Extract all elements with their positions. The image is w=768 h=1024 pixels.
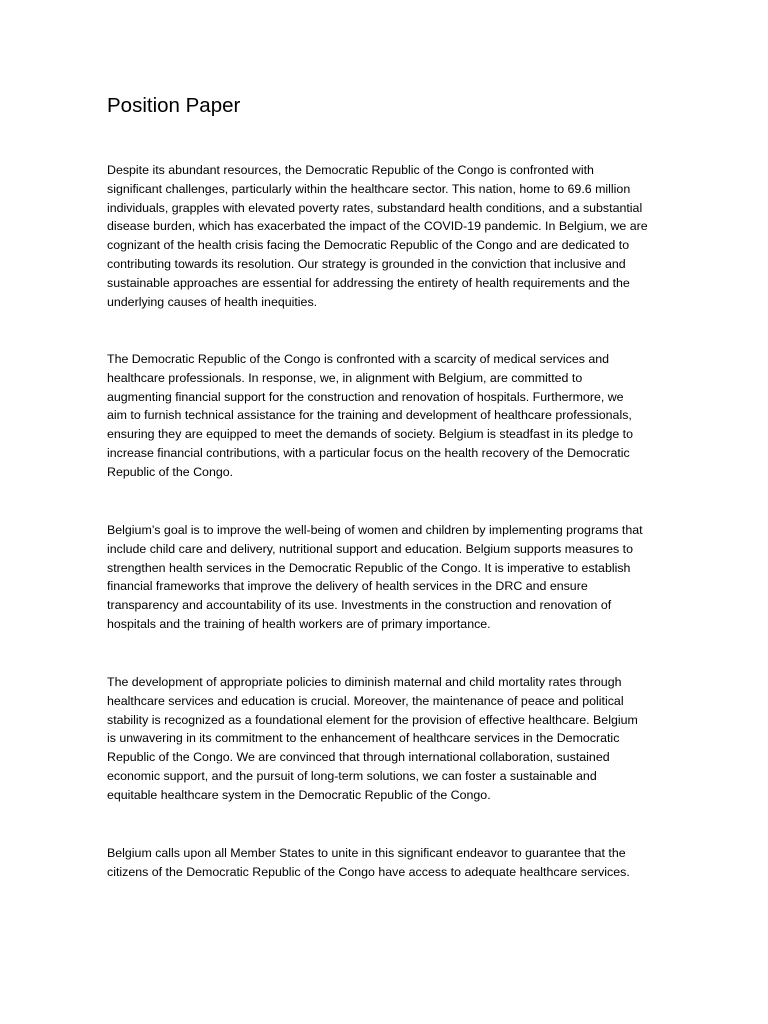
paragraph-line: The development of appropriate policies to diminish maternal and child mortality rates through: [107, 675, 622, 689]
paragraph-line: include child care and delivery, nutritional support and education. Belgium supports measures to: [107, 541, 633, 556]
paragraph-line: is unwavering in its commitment to the enhancement of healthcare services in the Democratic: [107, 731, 620, 746]
paragraph-line: Belgium’s goal is to improve the well-being of women and children by implementing programs that: [107, 523, 643, 537]
paragraph-line: increase financial contributions, with a particular focus on the health recovery of the Democratic: [107, 445, 630, 460]
paragraph-line: sustainable approaches are essential for addressing the entirety of health requirements and the: [107, 275, 630, 290]
paragraph-line: Despite its abundant resources, the Democratic Republic of the Congo is confronted with: [107, 163, 594, 177]
paragraph-line: citizens of the Democratic Republic of the Congo have access to adequate healthcare services.: [107, 864, 630, 879]
paragraph-line: healthcare services and education is crucial. Moreover, the maintenance of peace and political: [107, 693, 624, 708]
paragraph-line: financial frameworks that improve the delivery of health services in the DRC and ensure: [107, 579, 588, 594]
paragraph-line: equitable healthcare system in the Democratic Republic of the Congo.: [107, 787, 491, 802]
paragraph-line: augmenting financial support for the construction and renovation of hospitals. Furthermore, we: [107, 389, 624, 404]
paragraph-line: strengthen health services in the Democratic Republic of the Congo. It is imperative to establish: [107, 560, 631, 575]
paragraph-line: stability is recognized as a foundational element for the provision of effective healthcare. Belgium: [107, 712, 638, 727]
paragraph-line: aim to furnish technical assistance for the training and development of healthcare professionals,: [107, 408, 632, 423]
paragraph: [107, 161, 667, 311]
paragraph: [107, 350, 667, 482]
paragraph-line: economic support, and the pursuit of long-term solutions, we can foster a sustainable and: [107, 768, 597, 783]
paragraph-line: significant challenges, particularly within the healthcare sector. This nation, home to 69.6 million: [107, 181, 631, 196]
paragraph-line: The Democratic Republic of the Congo is confronted with a scarcity of medical services and: [107, 352, 610, 366]
paragraph-line: individuals, grapples with elevated poverty rates, substandard health conditions, and a substantial: [107, 200, 643, 215]
page-title: Position Paper: [107, 94, 241, 117]
paragraph-line: contributing towards its resolution. Our strategy is grounded in the conviction that inclusive and: [107, 256, 626, 271]
paragraph: [107, 521, 667, 634]
paragraph-line: hospitals and the training of health workers are of primary importance.: [107, 616, 491, 631]
paragraph-line: disease burden, which has exacerbated the impact of the COVID-19 pandemic. In Belgium, we are: [107, 219, 648, 234]
paragraph-line: Republic of the Congo. We are convinced that through international collaboration, sustained: [107, 750, 610, 765]
paragraph: [107, 844, 667, 882]
paragraph-line: Belgium calls upon all Member States to unite in this significant endeavor to guarantee that the: [107, 846, 626, 860]
paragraph-line: ensuring they are equipped to meet the demands of society. Belgium is steadfast in its pledge to: [107, 427, 633, 442]
paragraph-line: Republic of the Congo.: [107, 464, 234, 479]
paragraph-line: cognizant of the health crisis facing the Democratic Republic of the Congo and are dedicated to: [107, 238, 630, 253]
paragraph-line: healthcare professionals. In response, we, in alignment with Belgium, are committed to: [107, 370, 583, 385]
paragraph: [107, 673, 667, 805]
paragraph-line: transparency and accountability of its use. Investments in the construction and renovation of: [107, 598, 612, 613]
paragraph-line: underlying causes of health inequities.: [107, 294, 318, 309]
